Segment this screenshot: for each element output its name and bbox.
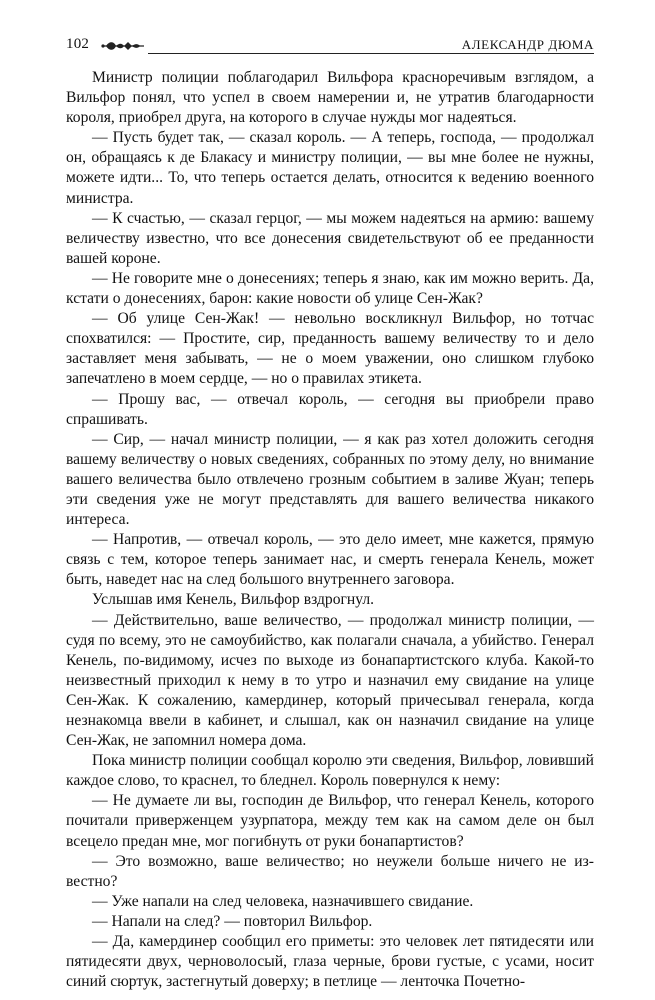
paragraph: — Прошу вас, — отвечал король, — сегодня вы приобрели право спрашивать. — [66, 390, 594, 428]
paragraph: — Напали на след? — повторил Вильфор. — [92, 912, 373, 930]
paragraph: — Сир, — начал министр полиции, — я как раз хотел доложить сегодня вашему величеству о новых сведениях, собранных по этому делу, но внимание вашего величества было отвлечено грозным событием в заливе Жуан; теперь эти сведения уже не могут представлять для вашего величества никакого интереса. — [66, 430, 594, 529]
paragraph: — К счастью, — сказал герцог, — мы можем надеяться на армию: вашему величеству известно, что все донесения свидетельствуют об ее преданности вашей короне. — [66, 209, 594, 267]
paragraph: — Да, камердинер сообщил его приметы: это человек лет пятидесяти или пятидесяти двух, черноволосый, глаза черные, брови густые, с усами, носит синий сюртук, застегнутый доверху; в петлице — ленточка Почетно- — [66, 933, 594, 991]
header-rule — [148, 53, 594, 54]
paragraph: Пока министр полиции сообщал королю эти сведения, Вильфор, ловивший каждое слово, то краснел, то бледнел. Король повернулся к нему: — [66, 752, 594, 790]
paragraph: — Уже напали на след человека, назначившего свидание. — [92, 892, 474, 910]
paragraph: Услышав имя Кенель, Вильфор вздрогнул. — [92, 591, 375, 609]
page-number: 102 — [66, 36, 90, 52]
body-text — [66, 68, 594, 992]
paragraph: — Пусть будет так, — сказал король. — А теперь, господа, — продолжал он, обращаясь к де Блакасу и министру полиции, — вы мне более не нужны, можете идти... То, что теперь остается делать, относится к ведению военного министра. — [66, 129, 594, 207]
paragraph: Министр полиции поблагодарил Вильфора красноречивым взглядом, а Вильфор понял, что успел в своем намерении и, не утратив благодарности короля, приобрел друга, на которого в случае нужды мог надеяться. — [66, 69, 594, 127]
paragraph: — Это возможно, ваше величество; но неужели больше ничего не известно? — [66, 852, 594, 890]
ornament-flourish-icon — [100, 39, 148, 53]
running-title-author: АЛЕКСАНДР ДЮМА — [461, 37, 594, 52]
paragraph: — Об улице Сен-Жак! — невольно воскликнул Вильфор, но тотчас спохватился: — Простите, сир, преданность вашему величеству то и дело заставляет меня забывать, — не о моем уважении, оно слишком глубоко запечатлено в моем сердце, — но о правилах этикета. — [66, 310, 594, 388]
paragraph: — Действительно, ваше величество, — продолжал министр полиции, — судя по всему, это не самоубийство, как полагали сначала, а убийство. Генерал Кенель, по-видимому, исчез по выходе из бонапартистского клуба. Какой-то неизвестный приходил к нему в то утро и назначил ему свидание на улице Сен-Жак. К сожалению, камердинер, который причесывал генерала, когда незнакомца ввели в кабинет, и слышал, как он назначил свидание на улице Сен-Жак, не запомнил номера дома. — [66, 611, 594, 750]
paragraph: — Не говорите мне о донесениях; теперь я знаю, как им можно верить. Да, кстати о донесениях, барон: какие новости об улице Сен-Жак? — [66, 269, 594, 308]
paragraph: — Не думаете ли вы, господин де Вильфор, что генерал Кенель, которого почитали приверженцем узурпатора, между тем как на самом деле он был всецело предан мне, мог погибнуть от руки бонапартистов? — [66, 792, 594, 850]
running-head — [66, 35, 594, 57]
paragraph: — Напротив, — отвечал король, — это дело имеет, мне кажется, прямую связь с тем, которое теперь занимает нас, и смерть генерала Кенель, может быть, наведет нас на след большого внутреннего заговора. — [66, 531, 594, 589]
